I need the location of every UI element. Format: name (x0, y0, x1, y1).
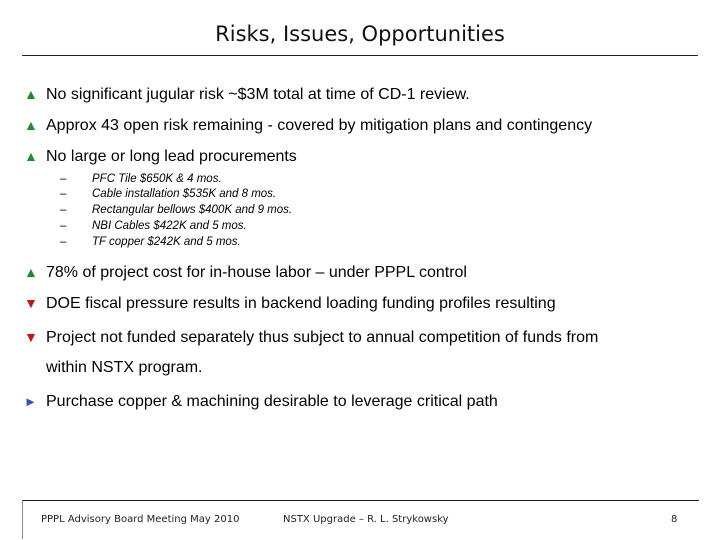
sub-item-text: NBI Cables $422K and 5 mos. (92, 220, 247, 232)
bullet-text: Approx 43 open risk remaining - covered by mitigation plans and contingency (46, 117, 593, 134)
bullet-purchase-copper (24, 392, 498, 412)
bullet-jugular-risk (24, 84, 470, 105)
sub-item-text: TF copper $242K and 5 mos. (92, 236, 241, 248)
bullet-text: 78% of project cost for in-house labor – under PPPL control (46, 264, 467, 281)
dash-icon: – (60, 236, 67, 248)
bullet-labor-cost (24, 262, 467, 283)
triangle-down-icon: ▼ (24, 329, 38, 345)
dash-icon: – (60, 220, 67, 232)
bullet-text: No large or long lead procurements (46, 148, 297, 165)
sub-item-pfc-tile (60, 172, 222, 186)
slide-footer (22, 500, 699, 539)
bullet-procurements (24, 146, 297, 167)
bullet-open-risk (24, 115, 592, 136)
triangle-up-icon: ▲ (24, 264, 38, 280)
bullet-doe-pressure (24, 293, 556, 314)
bullet-not-funded (24, 327, 598, 348)
title-divider (22, 55, 698, 56)
sub-item-tf-copper (60, 235, 241, 249)
triangle-down-icon: ▼ (24, 295, 38, 311)
triangle-up-icon: ▲ (24, 148, 38, 164)
bullet-continuation: within NSTX program. (46, 359, 203, 376)
dash-icon: – (60, 188, 67, 200)
bullet-text: No significant jugular risk ~$3M total at time of CD-1 review. (46, 86, 470, 103)
sub-item-nbi-cables (60, 219, 247, 233)
triangle-up-icon: ▲ (24, 117, 38, 133)
sub-item-rectangular-bellows (60, 203, 292, 217)
sub-item-text: Rectangular bellows $400K and 9 mos. (92, 204, 293, 216)
sub-item-text: PFC Tile $650K & 4 mos. (92, 173, 222, 185)
dash-icon: – (60, 204, 67, 216)
bullet-text: Purchase copper & machining desirable to leverage critical path (46, 393, 498, 410)
dash-icon: – (60, 173, 67, 185)
sub-item-text: Cable installation $535K and 8 mos. (92, 188, 277, 200)
triangle-up-icon: ▲ (24, 86, 38, 102)
bullet-text: DOE fiscal pressure results in backend loading funding profiles resulting (46, 295, 556, 312)
footer-presenter: NSTX Upgrade – R. L. Strykowsky (283, 514, 449, 525)
page-number: 8 (671, 514, 678, 525)
bullet-text: Project not funded separately thus subject to annual competition of funds from (46, 329, 599, 346)
triangle-right-icon: ► (24, 394, 37, 409)
slide-title: Risks, Issues, Opportunities (215, 22, 505, 46)
sub-item-cable-installation (60, 187, 276, 201)
footer-meeting: PPPL Advisory Board Meeting May 2010 (41, 514, 240, 525)
